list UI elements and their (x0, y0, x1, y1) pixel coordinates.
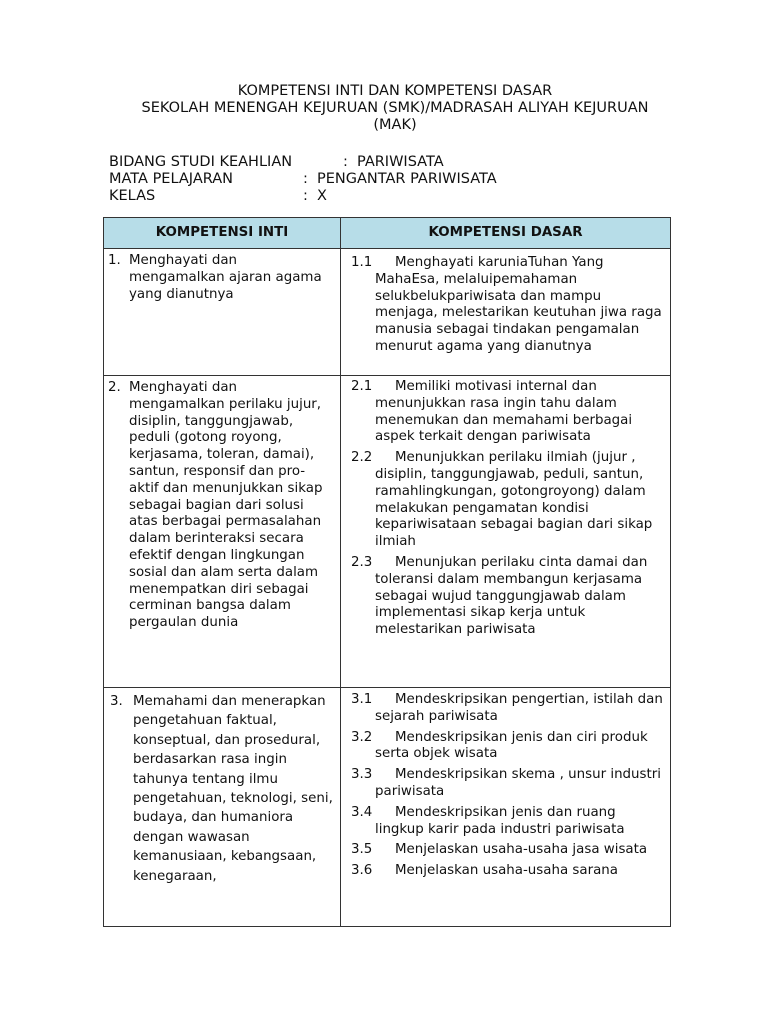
kd-text: Memiliki motivasi internal dan menunjukkan rasa ingin tahu dalam menemukan dan memahami berbagai aspek terkait dengan pariwisata (375, 379, 633, 445)
kd-text: Mendeskripsikan skema , unsur industri pariwisata (375, 767, 661, 799)
kd-text: Menjelaskan usaha-usaha sarana (395, 863, 619, 879)
mapel-value: PENGANTAR PARIWISATA (317, 171, 497, 187)
bidang-value: PARIWISATA (357, 154, 444, 170)
kd-item (351, 863, 664, 880)
ki-cell (104, 688, 341, 927)
ki-text: Menghayati dan mengamalkan perilaku jujur, disiplin, tanggungjawab, peduli (gotong royong, kerjasama, toleran, damai), santun, responsif dan pro-aktif dan menunjukkan sikap sebagai bagian dari solusi atas berbagai permasalahan dalam berinteraksi secara efektif dengan lingkungan sosial dan alam serta dalam menempatkan diri sebagai cerminan bangsa dalam pergaulan dunia (129, 380, 323, 631)
ki-cell (104, 249, 341, 376)
kd-item (351, 555, 664, 639)
ki-number: 3. (110, 694, 123, 709)
kd-cell (341, 688, 671, 927)
kelas-value: X (317, 188, 327, 204)
kd-cell (341, 376, 671, 688)
kd-text: Menunjukan perilaku cinta damai dan toleransi dalam membangun kerjasama sebagai wujud tanggungjawab dalam implementasi sikap kerja untuk melestarikan pariwisata (375, 554, 648, 638)
kd-number: 2.1 (351, 379, 373, 394)
kd-text: Menjelaskan usaha-usaha jasa wisata (395, 842, 648, 858)
kd-number: 3.6 (351, 863, 373, 879)
title-line-2: SEKOLAH MENENGAH KEJURUAN (SMK)/MADRASAH ALIYAH KEJURUAN (141, 100, 649, 116)
kd-item (351, 842, 664, 859)
ki-number: 1. (108, 253, 121, 268)
ki-text: Memahami dan menerapkan pengetahuan faktual, konseptual, dan prosedural, berdasarkan rasa ingin tahunya tentang ilmu pengetahuan, teknologi, seni, budaya, dan humaniora dengan wawasan kemanusiaan, kebangsaan, kenegaraan, (133, 694, 333, 884)
table-row (104, 249, 671, 376)
kd-text: Menunjukkan perilaku ilmiah (jujur , disiplin, tanggungjawab, peduli, santun, ramahlingkungan, gotongroyong) dalam melakukan pengamatan kondisi kepariwisataan sebagai bagian dari sikap ilmiah (375, 450, 653, 550)
kd-item (351, 255, 664, 356)
kd-item (351, 805, 664, 839)
kd-number: 3.3 (351, 767, 373, 783)
kd-text: Menghayati karuniaTuhan Yang MahaEsa, melaluipemahaman selukbelukpariwisata dan mampu menjaga, melestarikan keutuhan jiwa raga manusia sebagai tindakan pengamalan menurut agama yang dianutnya (375, 255, 662, 354)
kd-number: 2.2 (351, 450, 373, 466)
kd-number: 3.5 (351, 842, 373, 858)
bidang-separator: : (343, 154, 348, 170)
kelas-separator: : (303, 188, 308, 204)
kd-text: Mendeskripsikan jenis dan ciri produk serta objek wisata (375, 729, 648, 762)
ki-cell (104, 376, 341, 688)
kd-text: Mendeskripsikan pengertian, istilah dan sejarah pariwisata (375, 692, 663, 724)
bidang-label: BIDANG STUDI KEAHLIAN (109, 154, 293, 170)
table-row (104, 376, 671, 688)
kd-cell (341, 249, 671, 376)
kd-item (351, 450, 664, 551)
kd-number: 3.4 (351, 804, 373, 820)
kd-number: 3.2 (351, 729, 373, 745)
document-title (100, 83, 690, 134)
header-kompetensi-inti: KOMPETENSI INTI (104, 218, 341, 249)
header-kompetensi-dasar: KOMPETENSI DASAR (341, 218, 671, 249)
kd-item (351, 730, 664, 764)
table-header-row (104, 218, 671, 249)
ki-number: 2. (108, 380, 121, 395)
kd-number: 1.1 (351, 255, 373, 270)
kd-number: 3.1 (351, 692, 373, 707)
kd-number: 2.3 (351, 554, 373, 570)
ki-text: Menghayati dan mengamalkan ajaran agama yang dianutnya (129, 253, 322, 302)
mapel-separator: : (303, 171, 308, 187)
competency-table (103, 217, 671, 927)
kelas-label: KELAS (109, 188, 156, 204)
title-line-3: (MAK) (373, 117, 417, 133)
mapel-label: MATA PELAJARAN (109, 171, 233, 187)
title-line-1: KOMPETENSI INTI DAN KOMPETENSI DASAR (237, 83, 553, 99)
kd-item (351, 379, 664, 446)
table-row (104, 688, 671, 927)
kd-item (351, 692, 664, 726)
kd-item (351, 767, 664, 801)
kd-text: Mendeskripsikan jenis dan ruang lingkup karir pada industri pariwisata (375, 804, 625, 837)
